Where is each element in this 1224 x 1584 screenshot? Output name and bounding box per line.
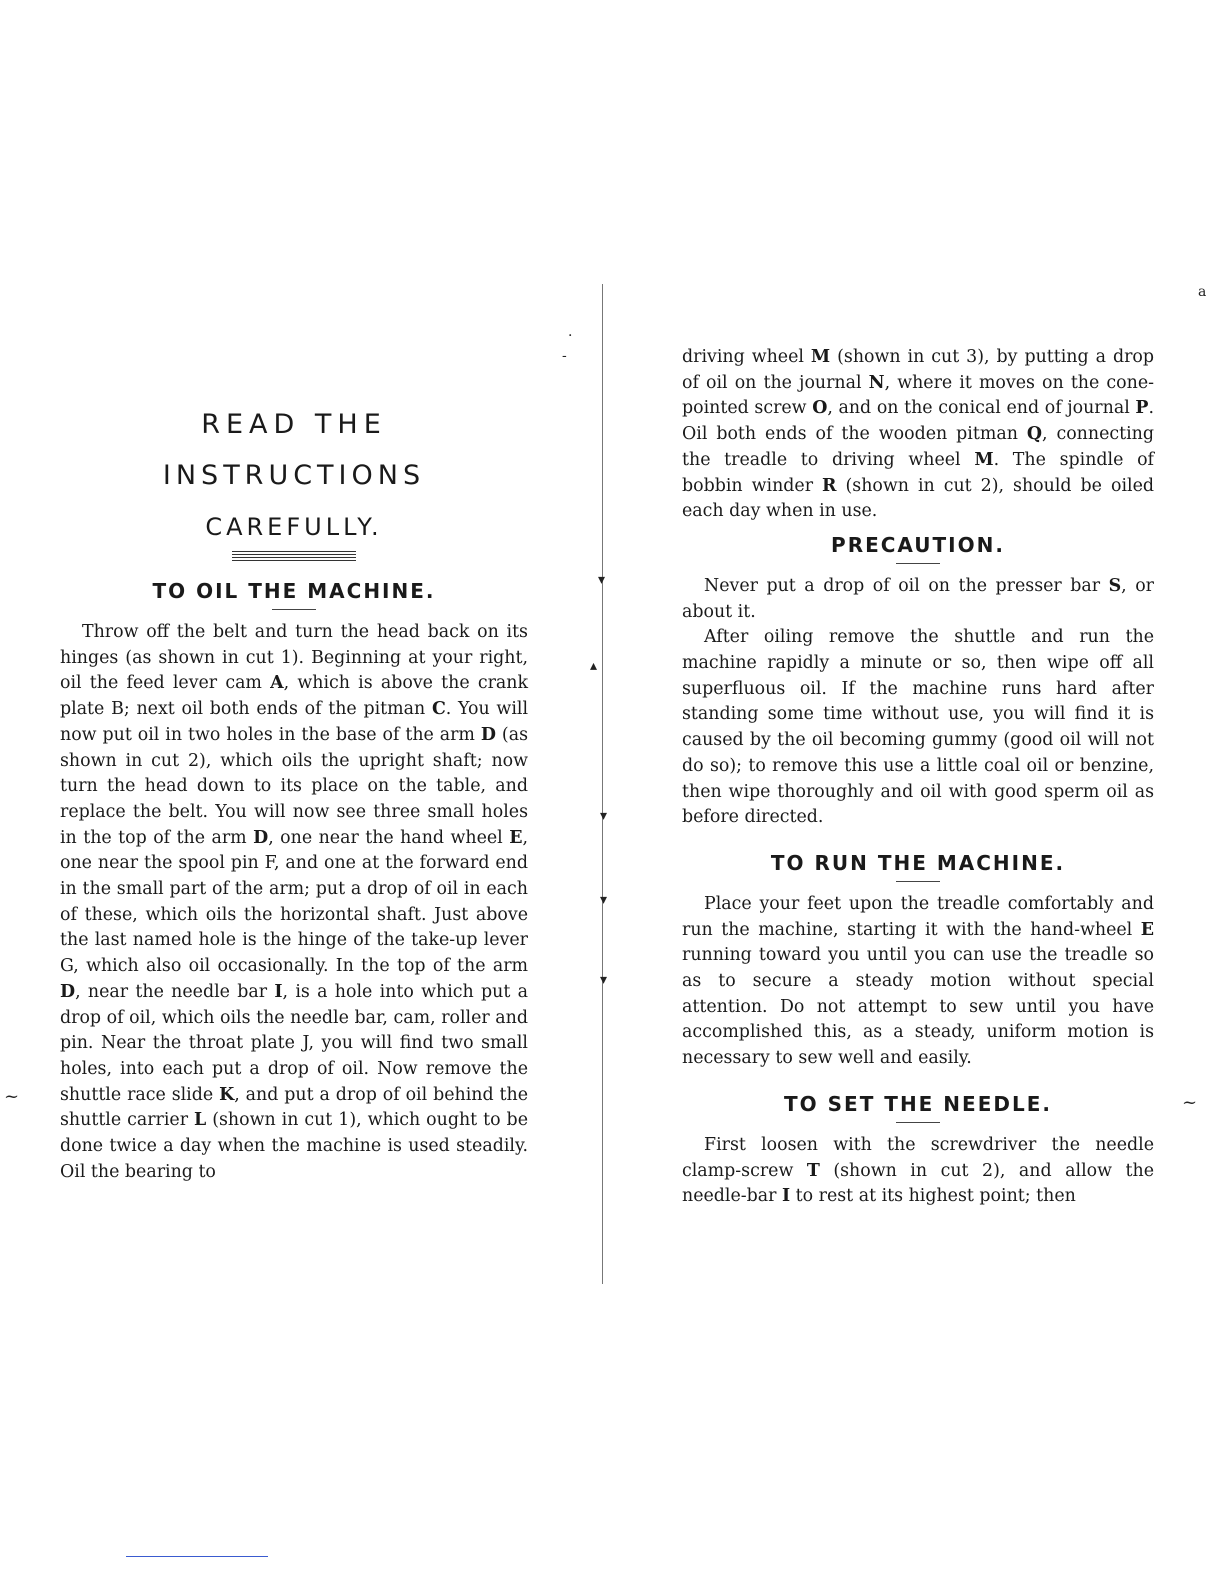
heading-rule [896, 1122, 940, 1123]
heading-rule [896, 881, 940, 882]
gutter-arrow-icon: ▾ [600, 808, 608, 824]
page-edge-arrow-icon: ~ [4, 1086, 20, 1107]
page-gutter-line [602, 284, 603, 1284]
section-heading-precaution: PRECAUTION. [831, 532, 1005, 557]
scan-speck: a [1198, 284, 1207, 300]
title-line-3: CAREFULLY. [205, 513, 383, 541]
gutter-arrow-icon: ▴ [590, 658, 598, 674]
scan-speck: · [568, 328, 573, 344]
gutter-arrow-icon: ▾ [598, 572, 606, 588]
bottom-underline-link[interactable] [126, 1556, 268, 1557]
heading-rule [896, 563, 940, 564]
left-page [60, 395, 528, 1185]
scan-speck: - [562, 348, 567, 364]
heading-rule [272, 609, 316, 610]
gutter-arrow-icon: ▾ [600, 892, 608, 908]
precaution-paragraph-1: Never put a drop of oil on the presser bar S, or about it. [682, 575, 1154, 622]
decorative-rule [232, 551, 356, 561]
precaution-paragraphs [682, 574, 1154, 831]
section-heading-run: TO RUN THE MACHINE. [770, 850, 1066, 875]
run-instructions-paragraph: Place your feet upon the treadle comfortably and run the machine, starting it with the hand-wheel E running toward you until you can use the treadle so as to secure a steady motion without special attention. Do not attempt to sew until you have accomplished this, as a steady, uniform motion is necessary to sew well and easily. [682, 893, 1154, 1069]
page-edge-arrow-icon: ~ [1182, 1092, 1198, 1113]
title-line-2: INSTRUCTIONS [162, 460, 426, 491]
right-page [682, 345, 1154, 1210]
section-heading-needle: TO SET THE NEEDLE. [784, 1091, 1052, 1116]
title-line-1: READ THE [201, 409, 387, 440]
gutter-arrow-icon: ▾ [600, 972, 608, 988]
section-heading-oil: TO OIL THE MACHINE. [152, 579, 436, 603]
oil-instructions-paragraph: Throw off the belt and turn the head back on its hinges (as shown in cut 1). Beginning at your right, oil the feed lever cam A, which is above the crank plate B; next oil both ends of the pitman C. You will now put oil in two holes in the base of the arm D (as shown in cut 2), which oils the upright shaft; now turn the head down to its place on the table, and replace the belt. You will now see three small holes in the top of the arm D, one near the hand wheel E, one near the spool pin F, and one at the forward end in the small part of the arm; put a drop of oil in each of these, which oils the horizontal shaft. Just above the last named hole is the hinge of the take-up lever G, which also oil occasionally. In the top of the arm D, near the needle bar I, is a hole into which put a drop of oil, which oils the needle bar, cam, roller and pin. Near the throat plate J, you will find two small holes, into each put a drop of oil. Now remove the shuttle race slide K, and put a drop of oil behind the shuttle carrier L (shown in cut 1), which ought to be done twice a day when the machine is used steadily. Oil the bearing to [60, 622, 529, 1182]
oil-continuation-paragraph: driving wheel M (shown in cut 3), by putting a drop of oil on the journal N, where it moves on the cone-pointed screw O, and on the conical end of journal P. Oil both ends of the wooden pitman Q, connecting the treadle to driving wheel M. The spindle of bobbin winder R (shown in cut 2), should be oiled each day when in use. [682, 347, 1154, 522]
needle-instructions-paragraph: First loosen with the screwdriver the needle clamp-screw T (shown in cut 2), and allow the needle-bar I to rest at its highest point; then [682, 1134, 1154, 1207]
precaution-paragraph-2: After oiling remove the shuttle and run the machine rapidly a minute or so, then wipe off all superfluous oil. If the machine runs hard after standing some time without use, you will find it is caused by the oil becoming gummy (good oil will not do so); to remove this use a little coal oil or benzine, then wipe thoroughly and oil with good sperm oil as before directed. [682, 627, 1154, 828]
